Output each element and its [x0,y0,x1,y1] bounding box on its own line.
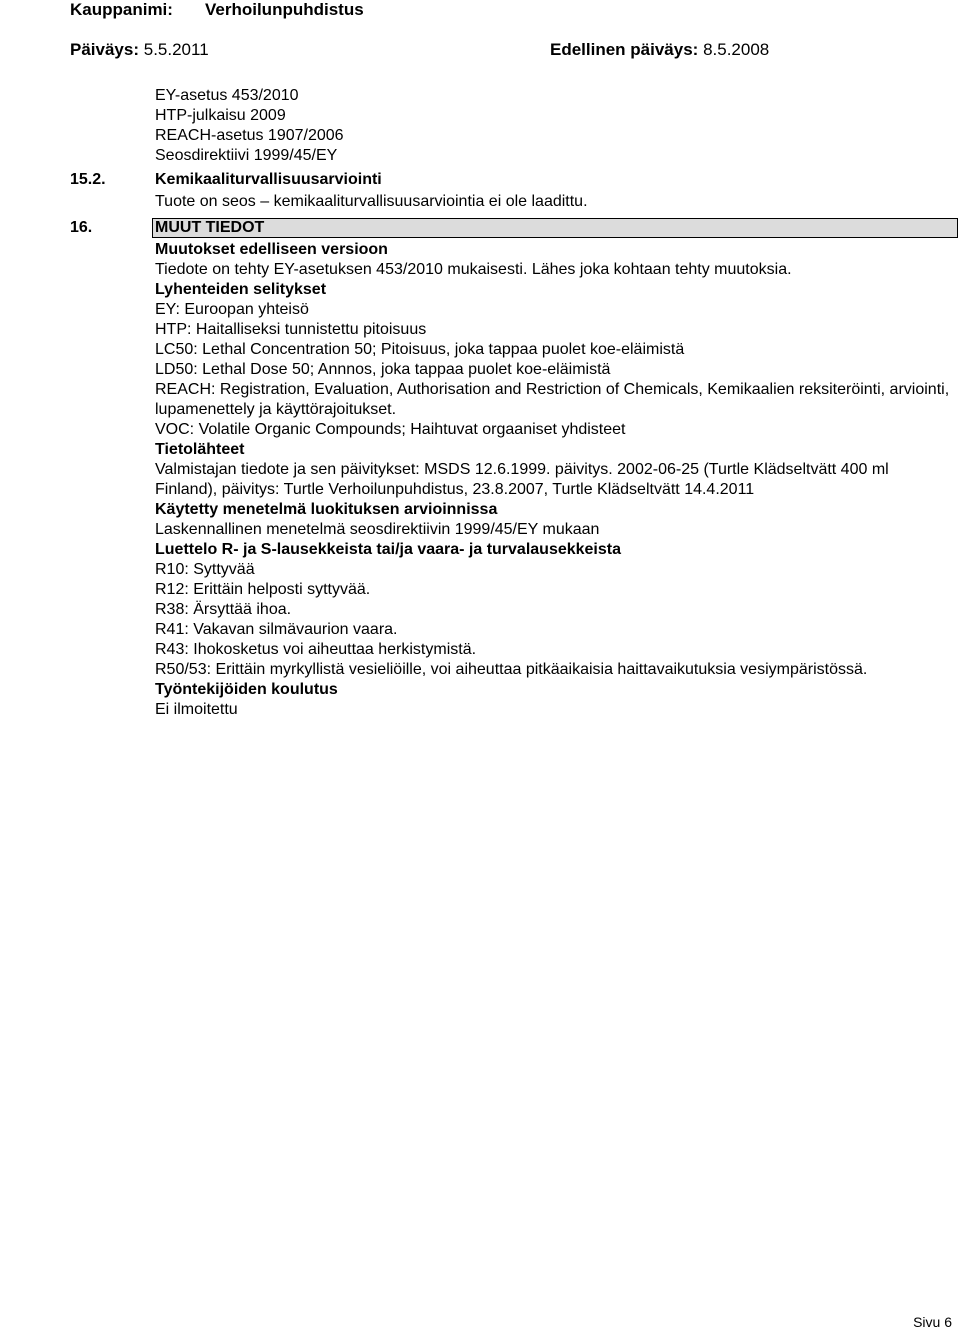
training-heading: Työntekijöiden koulutus [155,681,338,698]
trade-name-label: Kauppanimi: [70,0,173,19]
section-15-2-title: Kemikaaliturvallisuusarviointi [155,171,382,188]
section-16-number: 16. [70,219,93,236]
prev-date-label: Edellinen päiväys: [550,40,699,59]
abbreviation-item: HTP: Haitalliseksi tunnistettu pitoisuus [155,321,427,338]
sources-text: Valmistajan tiedote ja sen päivitykset: MSDS 12.6.1999. päivitys. 2002-06-25 (Turtle Klädseltvätt 400 ml Finland), päivitys: Turtle Verhoilunpuhdistus, 23.8.2007, Turtle Klädseltvätt 14.4.2011 [155,461,889,498]
trade-name-value: Verhoilunpuhdistus [205,0,364,19]
r-phrase-item: R50/53: Erittäin myrkyllistä vesieliöille, voi aiheuttaa pitkäaikaisia haittavaikutuksia vesiympäristössä. [155,661,868,678]
abbreviation-item: LC50: Lethal Concentration 50; Pitoisuus, joka tappaa puolet koe-eläimistä [155,341,685,358]
section-16-title: MUUT TIEDOT [155,219,265,236]
page-number: Sivu 6 [913,1314,952,1330]
prev-date-value: 8.5.2008 [703,40,770,59]
abbreviation-item: REACH: Registration, Evaluation, Authorisation and Restriction of Chemicals, Kemikaalien reksiteröinti, arviointi, lupamenettely ja käyttörajoitukset. [155,381,950,418]
regulation-item: EY-asetus 453/2010 [155,87,299,104]
abbreviation-item: LD50: Lethal Dose 50; Annnos, joka tappaa puolet koe-eläimistä [155,361,611,378]
regulation-item: REACH-asetus 1907/2006 [155,127,344,144]
date-label: Päiväys: [70,40,139,59]
section-15-2-text: Tuote on seos – kemikaaliturvallisuusarviointia ei ole laadittu. [155,193,588,210]
regulation-item: Seosdirektiivi 1999/45/EY [155,147,338,164]
abbreviation-item: EY: Euroopan yhteisö [155,301,309,318]
regulation-item: HTP-julkaisu 2009 [155,107,286,124]
section-16-header-bar [152,218,958,238]
sources-heading: Tietolähteet [155,441,245,458]
r-phrase-item: R38: Ärsyttää ihoa. [155,601,292,618]
r-phrase-item: R12: Erittäin helposti syttyvää. [155,581,371,598]
r-phrase-item: R10: Syttyvää [155,561,255,578]
date-row [70,40,209,60]
r-phrases-heading: Luettelo R- ja S-lausekkeista tai/ja vaara- ja turvalausekkeista [155,541,621,558]
r-phrase-item: R43: Ihokosketus voi aiheuttaa herkistymistä. [155,641,477,658]
training-text: Ei ilmoitettu [155,701,238,718]
regulations-list [155,86,344,166]
changes-text: Tiedote on tehty EY-asetuksen 453/2010 mukaisesti. Lähes joka kohtaan tehty muutoksia. [155,261,792,278]
section-15-2-number: 15.2. [70,171,106,188]
abbreviation-item: VOC: Volatile Organic Compounds; Haihtuvat orgaaniset yhdisteet [155,421,626,438]
r-phrase-item: R41: Vakavan silmävaurion vaara. [155,621,398,638]
section-16-body [155,240,955,720]
date-value: 5.5.2011 [143,40,209,59]
prev-date-row [550,40,769,60]
abbreviations-heading: Lyhenteiden selitykset [155,281,327,298]
method-text: Laskennallinen menetelmä seosdirektiivin 1999/45/EY mukaan [155,521,600,538]
changes-heading: Muutokset edelliseen versioon [155,241,388,258]
method-heading: Käytetty menetelmä luokituksen arvioinnissa [155,501,498,518]
